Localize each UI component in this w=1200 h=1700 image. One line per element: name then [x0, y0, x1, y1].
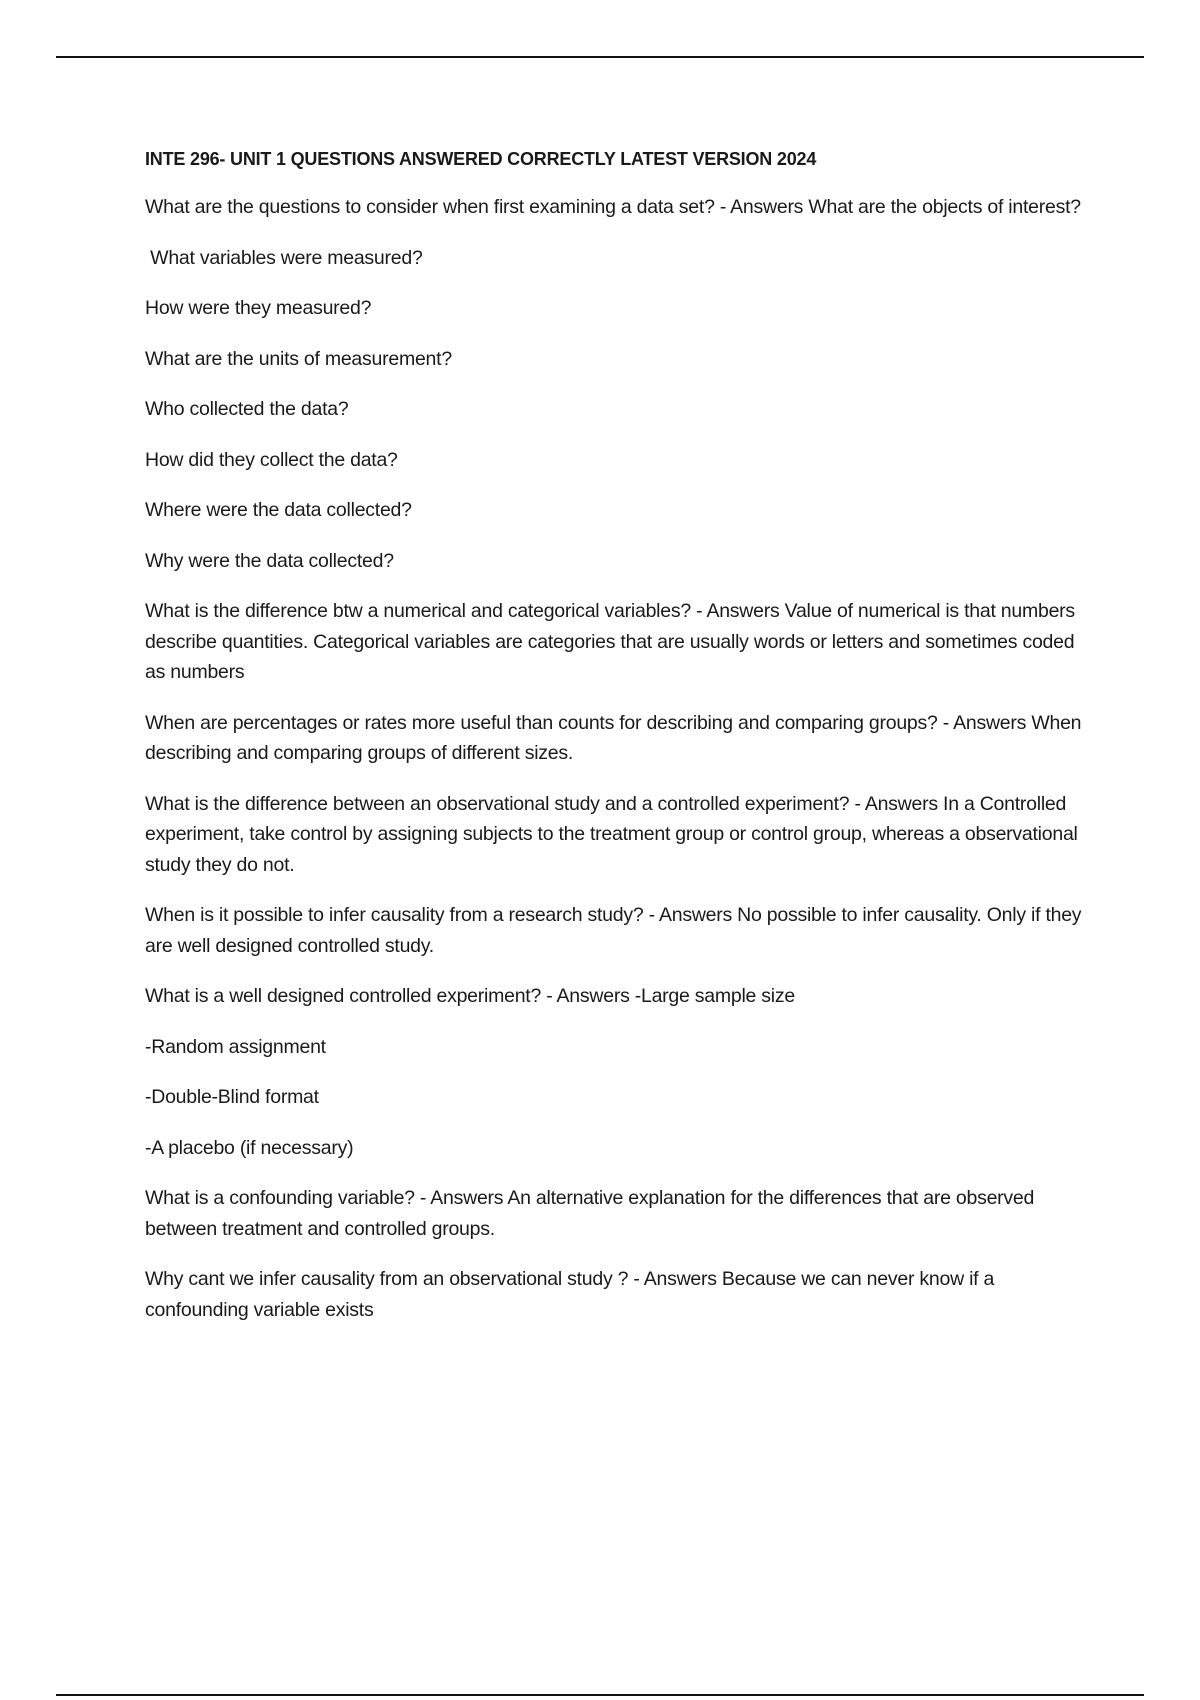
paragraph: What variables were measured? — [145, 246, 423, 269]
paragraph: How did they collect the data? — [145, 448, 398, 471]
paragraph: What are the questions to consider when first examining a data set? - Answers What are the objects of interest? — [145, 196, 1081, 218]
document-title: INTE 296- UNIT 1 QUESTIONS ANSWERED CORRECTLY LATEST VERSION 2024 — [145, 149, 817, 169]
paragraph: -Double-Blind format — [145, 1086, 319, 1108]
paragraph: What is a well designed controlled experiment? - Answers -Large sample size — [145, 985, 795, 1007]
paragraph: -A placebo (if necessary) — [145, 1136, 354, 1159]
paragraph: What is the difference between an observational study and a controlled experiment? - Answers In a Controlled experiment, take control by assigning subjects to the treatment group or control group, whereas a observational study they do not. — [145, 792, 1083, 876]
paragraph: When is it possible to infer causality from a research study? - Answers No possible to infer causality. Only if they are well designed controlled study. — [145, 904, 1087, 957]
paragraph: Where were the data collected? — [145, 499, 412, 521]
paragraph: What is the difference btw a numerical and categorical variables? - Answers Value of numerical is that numbers describe quantities. Categorical variables are categories that are usually words or letters and sometimes coded as numbers — [145, 600, 1081, 683]
paragraph: When are percentages or rates more useful than counts for describing and comparing groups? - Answers When describing and comparing groups of different sizes. — [145, 711, 1087, 764]
paragraph: What is a confounding variable? - Answers An alternative explanation for the differences that are observed between treatment and controlled groups. — [145, 1187, 1040, 1240]
header-rule — [56, 56, 1144, 58]
footer-rule — [56, 1694, 1144, 1696]
paragraph: Who collected the data? — [145, 398, 349, 420]
paragraph: Why cant we infer causality from an observational study ? - Answers Because we can never know if a confounding variable exists — [145, 1268, 1000, 1321]
paragraph: Why were the data collected? — [145, 549, 394, 572]
document-body — [145, 146, 1095, 1345]
paragraph: How were they measured? — [145, 297, 372, 319]
paragraph: What are the units of measurement? — [145, 347, 452, 370]
paragraph: -Random assignment — [145, 1035, 326, 1058]
